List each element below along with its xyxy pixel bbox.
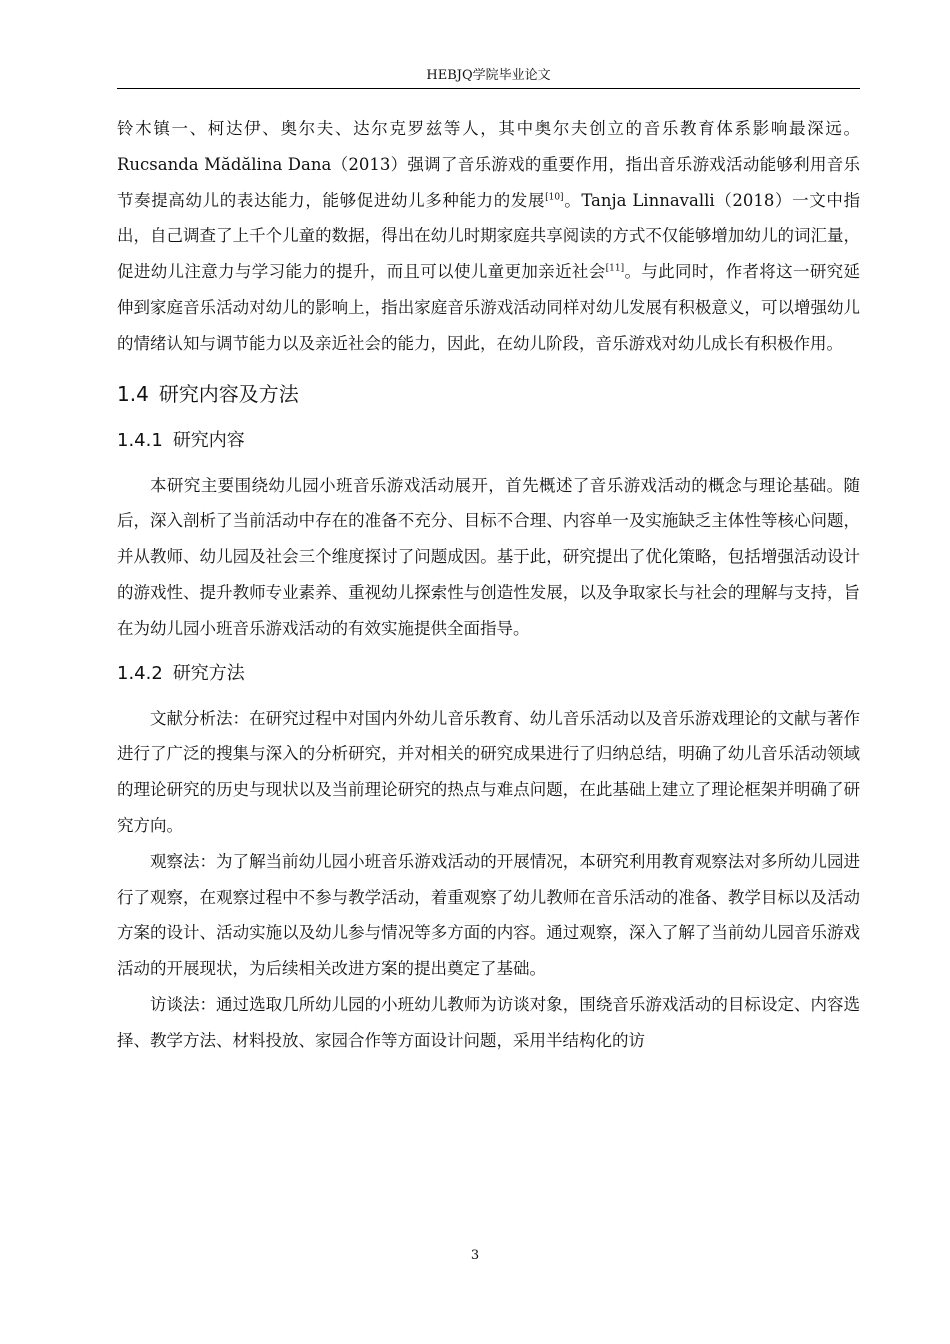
section-heading-1-4 xyxy=(117,380,860,408)
intro-text-part2: 。Tanja Linnavalli（2018）一文中指出，自己调查了上千个儿童的数据，得出在幼儿时期家庭共享阅读的方式不仅能够增加幼儿的词汇量，促进幼儿注意力与学习能力的提升，而且可以使儿童更加亲近社会 xyxy=(117,190,861,282)
method-observation-paragraph: 观察法：为了解当前幼儿园小班音乐游戏活动的开展情况，本研究利用教育观察法对多所幼儿园进行了观察，在观察过程中不参与教学活动，着重观察了幼儿教师在音乐活动的准备、教学目标以及活动方案的设计、活动实施以及幼儿参与情况等多方面的内容。通过观察，深入了解了当前幼儿园音乐游戏活动的开展现状，为后续相关改进方案的提出奠定了基础。 xyxy=(117,851,860,979)
document-body xyxy=(117,111,860,1059)
research-content-paragraph: 本研究主要围绕幼儿园小班音乐游戏活动展开，首先概述了音乐游戏活动的概念与理论基础。随后，深入剖析了当前活动中存在的准备不充分、目标不合理、内容单一及实施缺乏主体性等核心问题，并从教师、幼儿园及社会三个维度探讨了问题成因。基于此，研究提出了优化策略，包括增强活动设计的游戏性、提升教师专业素养、重视幼儿探索性与创造性发展，以及争取家长与社会的理解与支持，旨在为幼儿园小班音乐游戏活动的有效实施提供全面指导。 xyxy=(117,475,860,638)
header-rule xyxy=(117,88,860,89)
citation-11: [11] xyxy=(605,263,625,274)
intro-text-part1: 铃木镇一、柯达伊、奥尔夫、达尔克罗兹等人，其中奥尔夫创立的音乐教育体系影响最深远。Rucsanda Mădălina Dana（2013）强调了音乐游戏的重要作用，指出音乐游戏活动能够利用音乐节奏提高幼儿的表达能力，能够促进幼儿多种能力的发展 xyxy=(117,119,860,210)
section-title: 研究内容及方法 xyxy=(158,381,299,406)
subsection-heading-1-4-2 xyxy=(117,661,860,687)
subsection-title: 研究内容 xyxy=(172,429,245,451)
section-number: 1.4 xyxy=(117,381,149,406)
citation-10: [10] xyxy=(545,192,564,203)
subsection-heading-1-4-1 xyxy=(117,428,860,454)
page-number: 3 xyxy=(470,1248,480,1263)
method-interview-paragraph: 访谈法：通过选取几所幼儿园的小班幼儿教师为访谈对象，围绕音乐游戏活动的目标设定、内容选择、教学方法、材料投放、家园合作等方面设计问题，采用半结构化的访 xyxy=(117,994,860,1050)
subsection-number: 1.4.1 xyxy=(117,429,163,451)
intro-text-part3: 。与此同时，作者将这一研究延伸到家庭音乐活动对幼儿的影响上，指出家庭音乐游戏活动同样对幼儿发展有积极意义，可以增强幼儿的情绪认知与调节能力以及亲近社会的能力，因此，在幼儿阶段，音乐游戏对幼儿成长有积极作用。 xyxy=(117,262,861,353)
method-literature-paragraph: 文献分析法：在研究过程中对国内外幼儿音乐教育、幼儿音乐活动以及音乐游戏理论的文献与著作进行了广泛的搜集与深入的分析研究，并对相关的研究成果进行了归纳总结，明确了幼儿音乐活动领域的理论研究的历史与现状以及当前理论研究的热点与难点问题，在此基础上建立了理论框架并明确了研究方向。 xyxy=(117,708,860,835)
subsection-number: 1.4.2 xyxy=(117,662,163,684)
running-header: HEBJQ学院毕业论文 xyxy=(426,68,551,83)
subsection-title: 研究方法 xyxy=(172,662,245,684)
intro-paragraph xyxy=(117,111,860,362)
